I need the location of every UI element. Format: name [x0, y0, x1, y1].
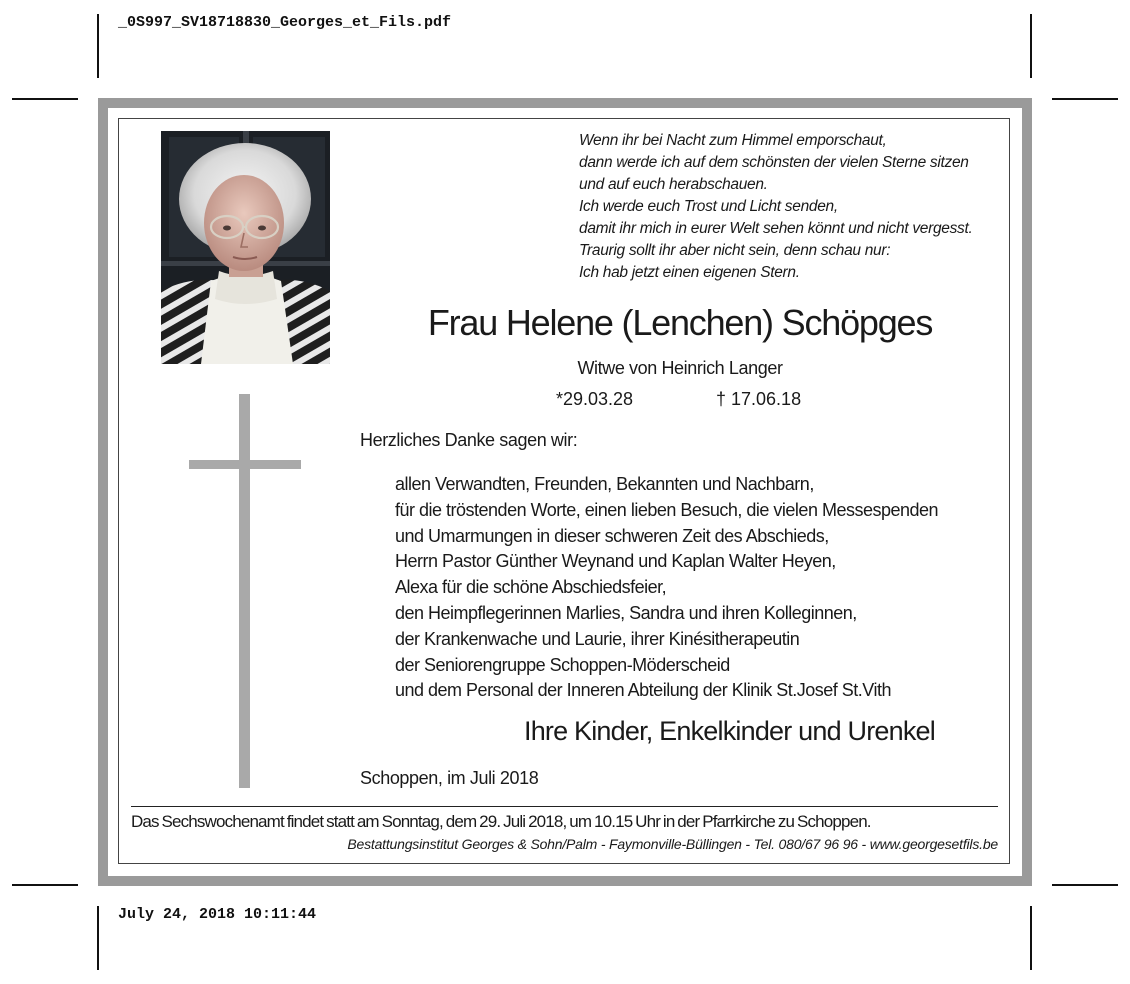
cross-vertical-bar [239, 394, 250, 788]
birth-date: *29.03.28 [556, 389, 634, 409]
crop-mark-right-bottom [1052, 884, 1118, 886]
poem-line: dann werde ich auf dem schönsten der vielen Sterne sitzen [579, 154, 969, 171]
thanks-line: für die tröstenden Worte, einen lieben Besuch, die vielen Messespenden [395, 499, 939, 520]
thanks-line: Alexa für die schöne Abschiedsfeier, [395, 577, 667, 598]
thanks-line: Herrn Pastor Günther Weynand und Kaplan Walter Heyen, [395, 551, 836, 572]
footer-divider [131, 806, 998, 807]
poem-line: Ich hab jetzt einen eigenen Stern. [579, 264, 800, 281]
poem-line: und auf euch herabschauen. [579, 176, 768, 193]
service-announcement: Das Sechswochenamt findet statt am Sonntag, dem 29. Juli 2018, um 10.15 Uhr in der Pfarrkirche zu Schoppen. [131, 812, 871, 831]
thanks-intro: Herzliches Danke sagen wir: [360, 430, 578, 450]
crop-mark-top-left [97, 14, 99, 78]
crop-mark-top-right [1030, 14, 1032, 78]
widow-of: Witwe von Heinrich Langer [577, 358, 783, 378]
poem-line: damit ihr mich in eurer Welt sehen könnt und nicht vergesst. [579, 220, 973, 237]
poem-line: Traurig sollt ihr aber nicht sein, denn schau nur: [579, 242, 891, 259]
thanks-line: und dem Personal der Inneren Abteilung der Klinik St.Josef St.Vith [395, 680, 891, 701]
crop-mark-left-top [12, 98, 78, 100]
thanks-line: der Krankenwache und Laurie, ihrer Kinésitherapeutin [395, 628, 800, 649]
death-date: † 17.06.18 [716, 389, 802, 409]
cross-horizontal-bar [189, 460, 301, 469]
crop-mark-bottom-left [97, 906, 99, 970]
crop-mark-left-bottom [12, 884, 78, 886]
place-and-date: Schoppen, im Juli 2018 [360, 768, 539, 788]
family-signature: Ihre Kinder, Enkelkinder und Urenkel [524, 716, 935, 746]
thanks-line: der Seniorengruppe Schoppen-Möderscheid [395, 654, 730, 675]
poem-line: Wenn ihr bei Nacht zum Himmel emporschaut, [579, 132, 887, 149]
deceased-name: Frau Helene (Lenchen) Schöpges [427, 302, 933, 343]
thanks-line: allen Verwandten, Freunden, Bekannten und Nachbarn, [395, 474, 814, 494]
thanks-list [395, 472, 995, 704]
thanks-line: und Umarmungen in dieser schweren Zeit des Abschieds, [395, 525, 829, 546]
poem-line: Ich werde euch Trost und Licht senden, [579, 198, 838, 215]
thanks-line: den Heimpflegerinnen Marlies, Sandra und ihren Kolleginnen, [395, 602, 857, 623]
portrait-photo [161, 131, 330, 364]
job-timestamp: July 24, 2018 10:11:44 [118, 906, 317, 923]
crop-mark-bottom-right [1030, 906, 1032, 970]
crop-mark-right-top [1052, 98, 1118, 100]
job-filename: _0S997_SV18718830_Georges_et_Fils.pdf [118, 14, 452, 31]
undertaker-info: Bestattungsinstitut Georges & Sohn/Palm - Faymonville-Büllingen - Tel. 080/67 96 96 - www.georgesetfils.be [347, 836, 998, 852]
memorial-poem [579, 130, 1019, 284]
